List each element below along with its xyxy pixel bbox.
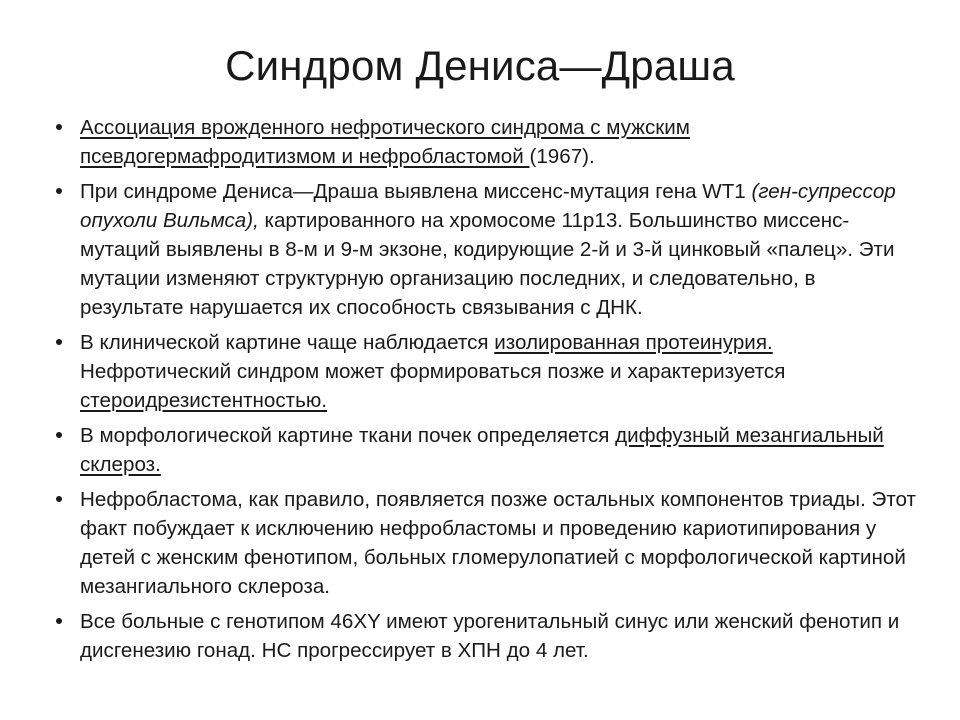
bullet-list xyxy=(54,113,916,671)
bullet-item xyxy=(54,113,916,171)
bullet-item xyxy=(54,328,916,415)
bullet-text: Нефротический синдром может формироваться позже и характеризуется xyxy=(80,360,786,383)
underlined-text: диффузный мезангиальный склероз. xyxy=(80,424,884,476)
bullet-item xyxy=(54,177,916,322)
bullet-text: (1967). xyxy=(529,145,595,168)
bullet-text: При синдроме Дениса—Драша выявлена миссенс-мутация гена WT1 xyxy=(80,180,752,203)
underlined-text: стероидрезистентностью. xyxy=(80,389,327,412)
bullet-text: картированного на хромосоме 11p13. Большинство миссенс-мутаций выявлены в 8-м и 9-м экзоне, кодирующие 2-й и 3-й цинковый «палец». Эти мутации изменяют структурную организацию последних, и следовательно, в результате нарушается их способность связывания с ДНК. xyxy=(80,209,895,319)
underlined-text: изолированная протеинурия. xyxy=(494,331,773,354)
bullet-text: В клинической картине чаще наблюдается xyxy=(80,331,495,354)
bullet-text: Нефробластома, как правило, появляется позже остальных компонентов триады. Этот факт побуждает к исключению нефробластомы и проведению кариотипирования у детей с женским фенотипом, больных гломерулопатией с морфологической картиной мезангиального склероза. xyxy=(80,488,916,598)
italic-text: (ген-супрессор опухоли Вильмса), xyxy=(80,180,896,232)
bullet-text: Все больные с генотипом 46XY имеют урогенитальный синус или женский фенотип и дисгенезию гонад. НС прогрессирует в ХПН до 4 лет. xyxy=(80,610,900,662)
bullet-item xyxy=(54,421,916,479)
bullet-item xyxy=(54,607,916,665)
bullet-item xyxy=(54,485,916,601)
bullet-text: В морфологической картине ткани почек определяется xyxy=(80,424,616,447)
underlined-text: Ассоциация врожденного нефротического синдрома с мужским псевдогермафродитизмом и нефробластомой xyxy=(80,116,690,168)
slide-title: Синдром Дениса—Драша xyxy=(225,42,735,89)
